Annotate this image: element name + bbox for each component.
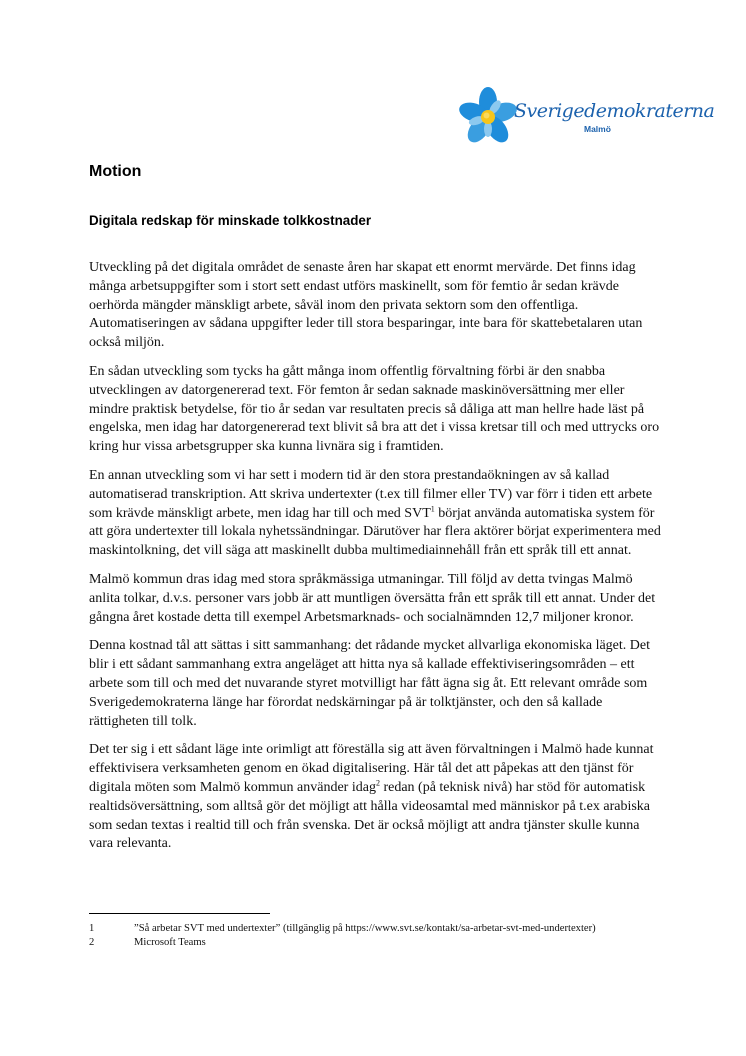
footnote-text: ”Så arbetar SVT med undertexter” (tillgänglig på https://www.svt.se/kontakt/sa-arbetar-svt-med-undertexter): [134, 923, 596, 934]
logo-wordmark: Sverigedemokraterna: [514, 100, 715, 122]
document-subheading: Digitala redskap för minskade tolkkostnader: [89, 213, 372, 228]
party-logo: [458, 86, 715, 148]
footnote-number: 1: [89, 923, 95, 934]
paragraph: En annan utveckling som vi har sett i modern tid är den stora prestandaökningen av så kallad automatiserad transkription. Att skriva undertexter (t.ex till filmer eller TV) var förr i tiden ett arbete som krävde mänskligt arbete, men idag har till och med SVT$^1$ börjat använda automatiska system för att göra undertexter till lokala nyhetssändningar. Därutöver har flera aktörer börjat experimentera med maskintolkning, det vill säga att maskinellt dubba multimediainnehåll från ett språk till ett annat.: [89, 467, 661, 559]
footnote-reference: 2: [375, 778, 380, 788]
footnote-reference: 1: [430, 503, 435, 513]
document-heading: Motion: [89, 163, 142, 180]
footnote-text: Microsoft Teams: [134, 937, 206, 948]
footnote: [89, 922, 649, 936]
footnote: [89, 936, 649, 950]
flower-icon: [458, 86, 518, 148]
paragraph: Denna kostnad tål att sättas i sitt sammanhang: det rådande mycket allvarliga ekonomiska läget. Det blir i ett sådant sammanhang extra angeläget att hitta nya så kallade effektiviseringsområden – ett arbete som till och med det nuvarande styret motvilligt har fått ägna sig åt. Ett relevant område som Sverigedemokraterna länge har förordat nedskärningar på är tolktjänster, och den så kallade rättigheten till tolk.: [89, 638, 650, 729]
footnotes: [89, 922, 649, 950]
document-body: [89, 259, 661, 864]
paragraph: Utveckling på det digitala området de senaste åren har skapat ett enormt mervärde. Det finns idag många arbetsuppgifter som i stort sett endast utförs maskinellt, som för femtio år sedan krävde oerhörda mängder mänskligt arbete, såväl inom den privata sektorn som den offentliga. Automatiseringen av sådana uppgifter leder till stora besparingar, inte bara för skattebetalaren utan också miljön.: [89, 260, 643, 351]
paragraph: Malmö kommun dras idag med stora språkmässiga utmaningar. Till följd av detta tvingas Malmö anlita tolkar, d.v.s. personer vars jobb är att muntligen översätta från ett språk till ett annat. Under det gångna året kostade detta till exempel Arbetsmarknads- och socialnämnden 12,7 miljoner kronor.: [89, 571, 656, 625]
paragraph: En sådan utveckling som tycks ha gått många inom offentlig förvaltning förbi är den snabba utvecklingen av datorgenererad text. För femton år sedan saknade maskinöversättning mer eller mindre praktisk betydelse, för tio år sedan var resultaten precis så dåliga att man hellre hade läst på engelska, men idag har datorgenererad text blivit så bra att det i vissa kretsar till och med uttrycks oro kring hur vissa arbetsgrupper ska kunna livnära sig i framtiden.: [89, 363, 660, 455]
logo-subtitle: Malmö: [584, 124, 611, 134]
paragraph: Det ter sig i ett sådant läge inte orimligt att föreställa sig att även förvaltningen i Malmö hade kunnat effektivisera verksamheten genom en ökad digitalisering. Här tål det att påpekas att den tjänst för digitala möten som Malmö kommun använder idag$^2$ redan (på teknisk nivå) har stöd för automatisk realtidsöversättning, som alltså gör det möjligt att hålla videosamtal med människor på t.ex arabiska som sedan textas i realtid till och från svenska. Det är också möjligt att andra tjänster skulle kunna vara relevanta.: [89, 742, 654, 852]
footnote-divider: [89, 913, 270, 914]
footnote-number: 2: [89, 937, 95, 948]
